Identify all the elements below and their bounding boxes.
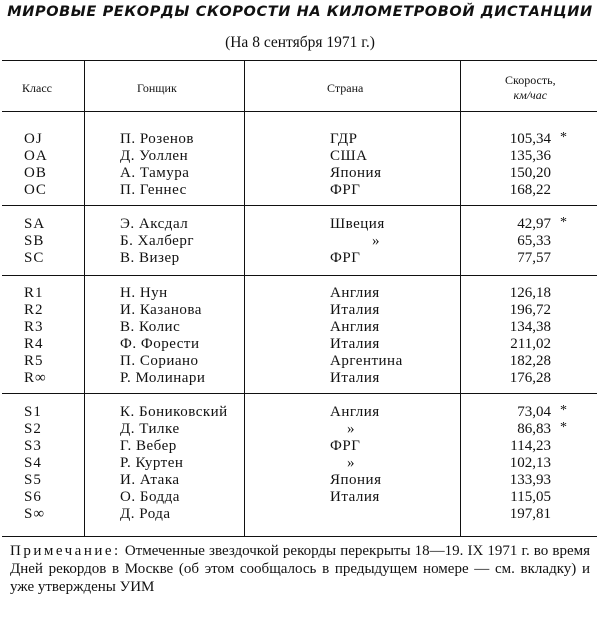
table-row	[2, 370, 597, 387]
rider-cell: И. Казанова	[120, 302, 202, 318]
rider-cell: Д. Уоллен	[120, 148, 189, 164]
class-cell: R3	[24, 319, 44, 335]
page-title: МИРОВЫЕ РЕКОРДЫ СКОРОСТИ НА КИЛОМЕТРОВОЙ ДИСТАНЦИИ	[7, 4, 593, 20]
speed-cell: 135,36	[509, 148, 551, 164]
table-row	[2, 489, 597, 506]
header-country: Страна	[327, 81, 364, 95]
table-row	[2, 455, 597, 472]
table-row	[2, 438, 597, 455]
record-star: *	[560, 420, 567, 435]
speed-cell: 114,23	[510, 438, 551, 454]
rider-cell: Н. Нун	[120, 285, 168, 301]
header-rule	[2, 111, 597, 112]
country-cell: ФРГ	[330, 438, 361, 454]
table-row	[2, 336, 597, 353]
record-star: *	[560, 215, 567, 230]
rider-cell: Б. Халберг	[120, 233, 194, 249]
header-speed-unit: км/час	[513, 88, 548, 102]
class-cell: S5	[24, 472, 42, 488]
table-row	[2, 472, 597, 489]
country-cell: Англия	[330, 319, 380, 335]
class-cell: R4	[24, 336, 44, 352]
speed-cell: 150,20	[509, 165, 551, 181]
class-cell: S4	[24, 455, 42, 471]
rider-cell: К. Бониковский	[120, 404, 228, 420]
country-cell: Англия	[330, 404, 380, 420]
speed-cell: 211,02	[510, 336, 551, 352]
speed-cell: 176,28	[509, 370, 551, 386]
speed-cell: 182,28	[509, 353, 551, 369]
class-cell: SA	[24, 216, 46, 232]
class-cell: S2	[24, 421, 42, 437]
class-cell: S1	[24, 404, 42, 420]
record-star: *	[560, 130, 567, 145]
rider-cell: Р. Куртен	[120, 455, 184, 471]
speed-cell: 86,83	[517, 421, 551, 437]
country-cell: Япония	[330, 472, 382, 488]
class-cell: SB	[24, 233, 45, 249]
class-cell: OC	[24, 182, 47, 198]
class-cell: OJ	[24, 131, 43, 147]
records-table	[2, 60, 597, 537]
footnote-lead: Примечание:	[10, 543, 121, 559]
class-cell: OB	[24, 165, 47, 181]
class-cell: R∞	[24, 370, 47, 386]
header-speed-label: Скорость,	[505, 73, 556, 87]
class-cell: OA	[24, 148, 48, 164]
record-star: *	[560, 403, 567, 418]
speed-cell: 77,57	[517, 250, 551, 266]
country-cell: ГДР	[330, 131, 358, 147]
country-cell: »	[347, 421, 355, 437]
rider-cell: П. Сориано	[120, 353, 199, 369]
speed-cell: 126,18	[509, 285, 551, 301]
class-cell: R5	[24, 353, 44, 369]
country-cell: »	[347, 455, 355, 471]
speed-cell: 65,33	[517, 233, 551, 249]
rider-cell: Д. Тилке	[120, 421, 180, 437]
table-row	[2, 182, 597, 199]
country-cell: Япония	[330, 165, 382, 181]
rider-cell: А. Тамура	[120, 165, 190, 181]
table-row	[2, 421, 597, 438]
header-rider: Гонщик	[137, 81, 177, 95]
rider-cell: В. Колис	[120, 319, 181, 335]
footnote	[10, 542, 590, 596]
speed-cell: 133,93	[509, 472, 551, 488]
rider-cell: Д. Рода	[120, 506, 171, 522]
speed-cell: 115,05	[510, 489, 551, 505]
class-cell: SC	[24, 250, 45, 266]
table-row	[2, 404, 597, 421]
table-row	[2, 148, 597, 165]
class-cell: S∞	[24, 506, 46, 522]
speed-cell: 42,97	[517, 216, 551, 232]
rider-cell: П. Геннес	[120, 182, 187, 198]
speed-cell: 197,81	[509, 506, 551, 522]
group-rule	[2, 275, 597, 276]
speed-cell: 168,22	[509, 182, 551, 198]
table-row	[2, 353, 597, 370]
speed-cell: 196,72	[509, 302, 551, 318]
table-row	[2, 285, 597, 302]
rider-cell: Ф. Форести	[120, 336, 200, 352]
speed-cell: 73,04	[517, 404, 551, 420]
table-row	[2, 250, 597, 267]
country-cell: Швеция	[330, 216, 385, 232]
country-cell: Италия	[330, 302, 380, 318]
group-rule	[2, 205, 597, 206]
table-row	[2, 319, 597, 336]
header-speed	[505, 73, 556, 103]
rider-cell: П. Розенов	[120, 131, 194, 147]
table-row	[2, 302, 597, 319]
rider-cell: И. Атака	[120, 472, 180, 488]
country-cell: ФРГ	[330, 250, 361, 266]
class-cell: S3	[24, 438, 42, 454]
country-cell: Аргентина	[330, 353, 403, 369]
country-cell: ФРГ	[330, 182, 361, 198]
table-row	[2, 131, 597, 148]
speed-cell: 102,13	[509, 455, 551, 471]
country-cell: Италия	[330, 489, 380, 505]
table-row	[2, 233, 597, 250]
table-row	[2, 506, 597, 523]
country-cell: »	[372, 233, 380, 249]
rider-cell: Р. Молинари	[120, 370, 206, 386]
rider-cell: Э. Аксдал	[120, 216, 189, 232]
speed-cell: 105,34	[509, 131, 551, 147]
country-cell: Италия	[330, 336, 380, 352]
header-class: Класс	[22, 81, 52, 95]
speed-cell: 134,38	[509, 319, 551, 335]
country-cell: Италия	[330, 370, 380, 386]
country-cell: Англия	[330, 285, 380, 301]
page-subtitle: (На 8 сентября 1971 г.)	[225, 34, 375, 51]
class-cell: S6	[24, 489, 42, 505]
class-cell: R2	[24, 302, 44, 318]
rider-cell: О. Бодда	[120, 489, 180, 505]
rider-cell: Г. Вебер	[120, 438, 177, 454]
footnote-text: Отмеченные звездочкой рекорды перекрыты 18—19. IX 1971 г. во время Дней рекордов в Москве (об этом сообщалось в предыдущем номере — см. вкладку) и уже утверждены УИМ	[10, 543, 590, 595]
country-cell: США	[330, 148, 368, 164]
class-cell: R1	[24, 285, 44, 301]
group-rule	[2, 393, 597, 394]
rider-cell: В. Визер	[120, 250, 180, 266]
table-row	[2, 216, 597, 233]
table-row	[2, 165, 597, 182]
